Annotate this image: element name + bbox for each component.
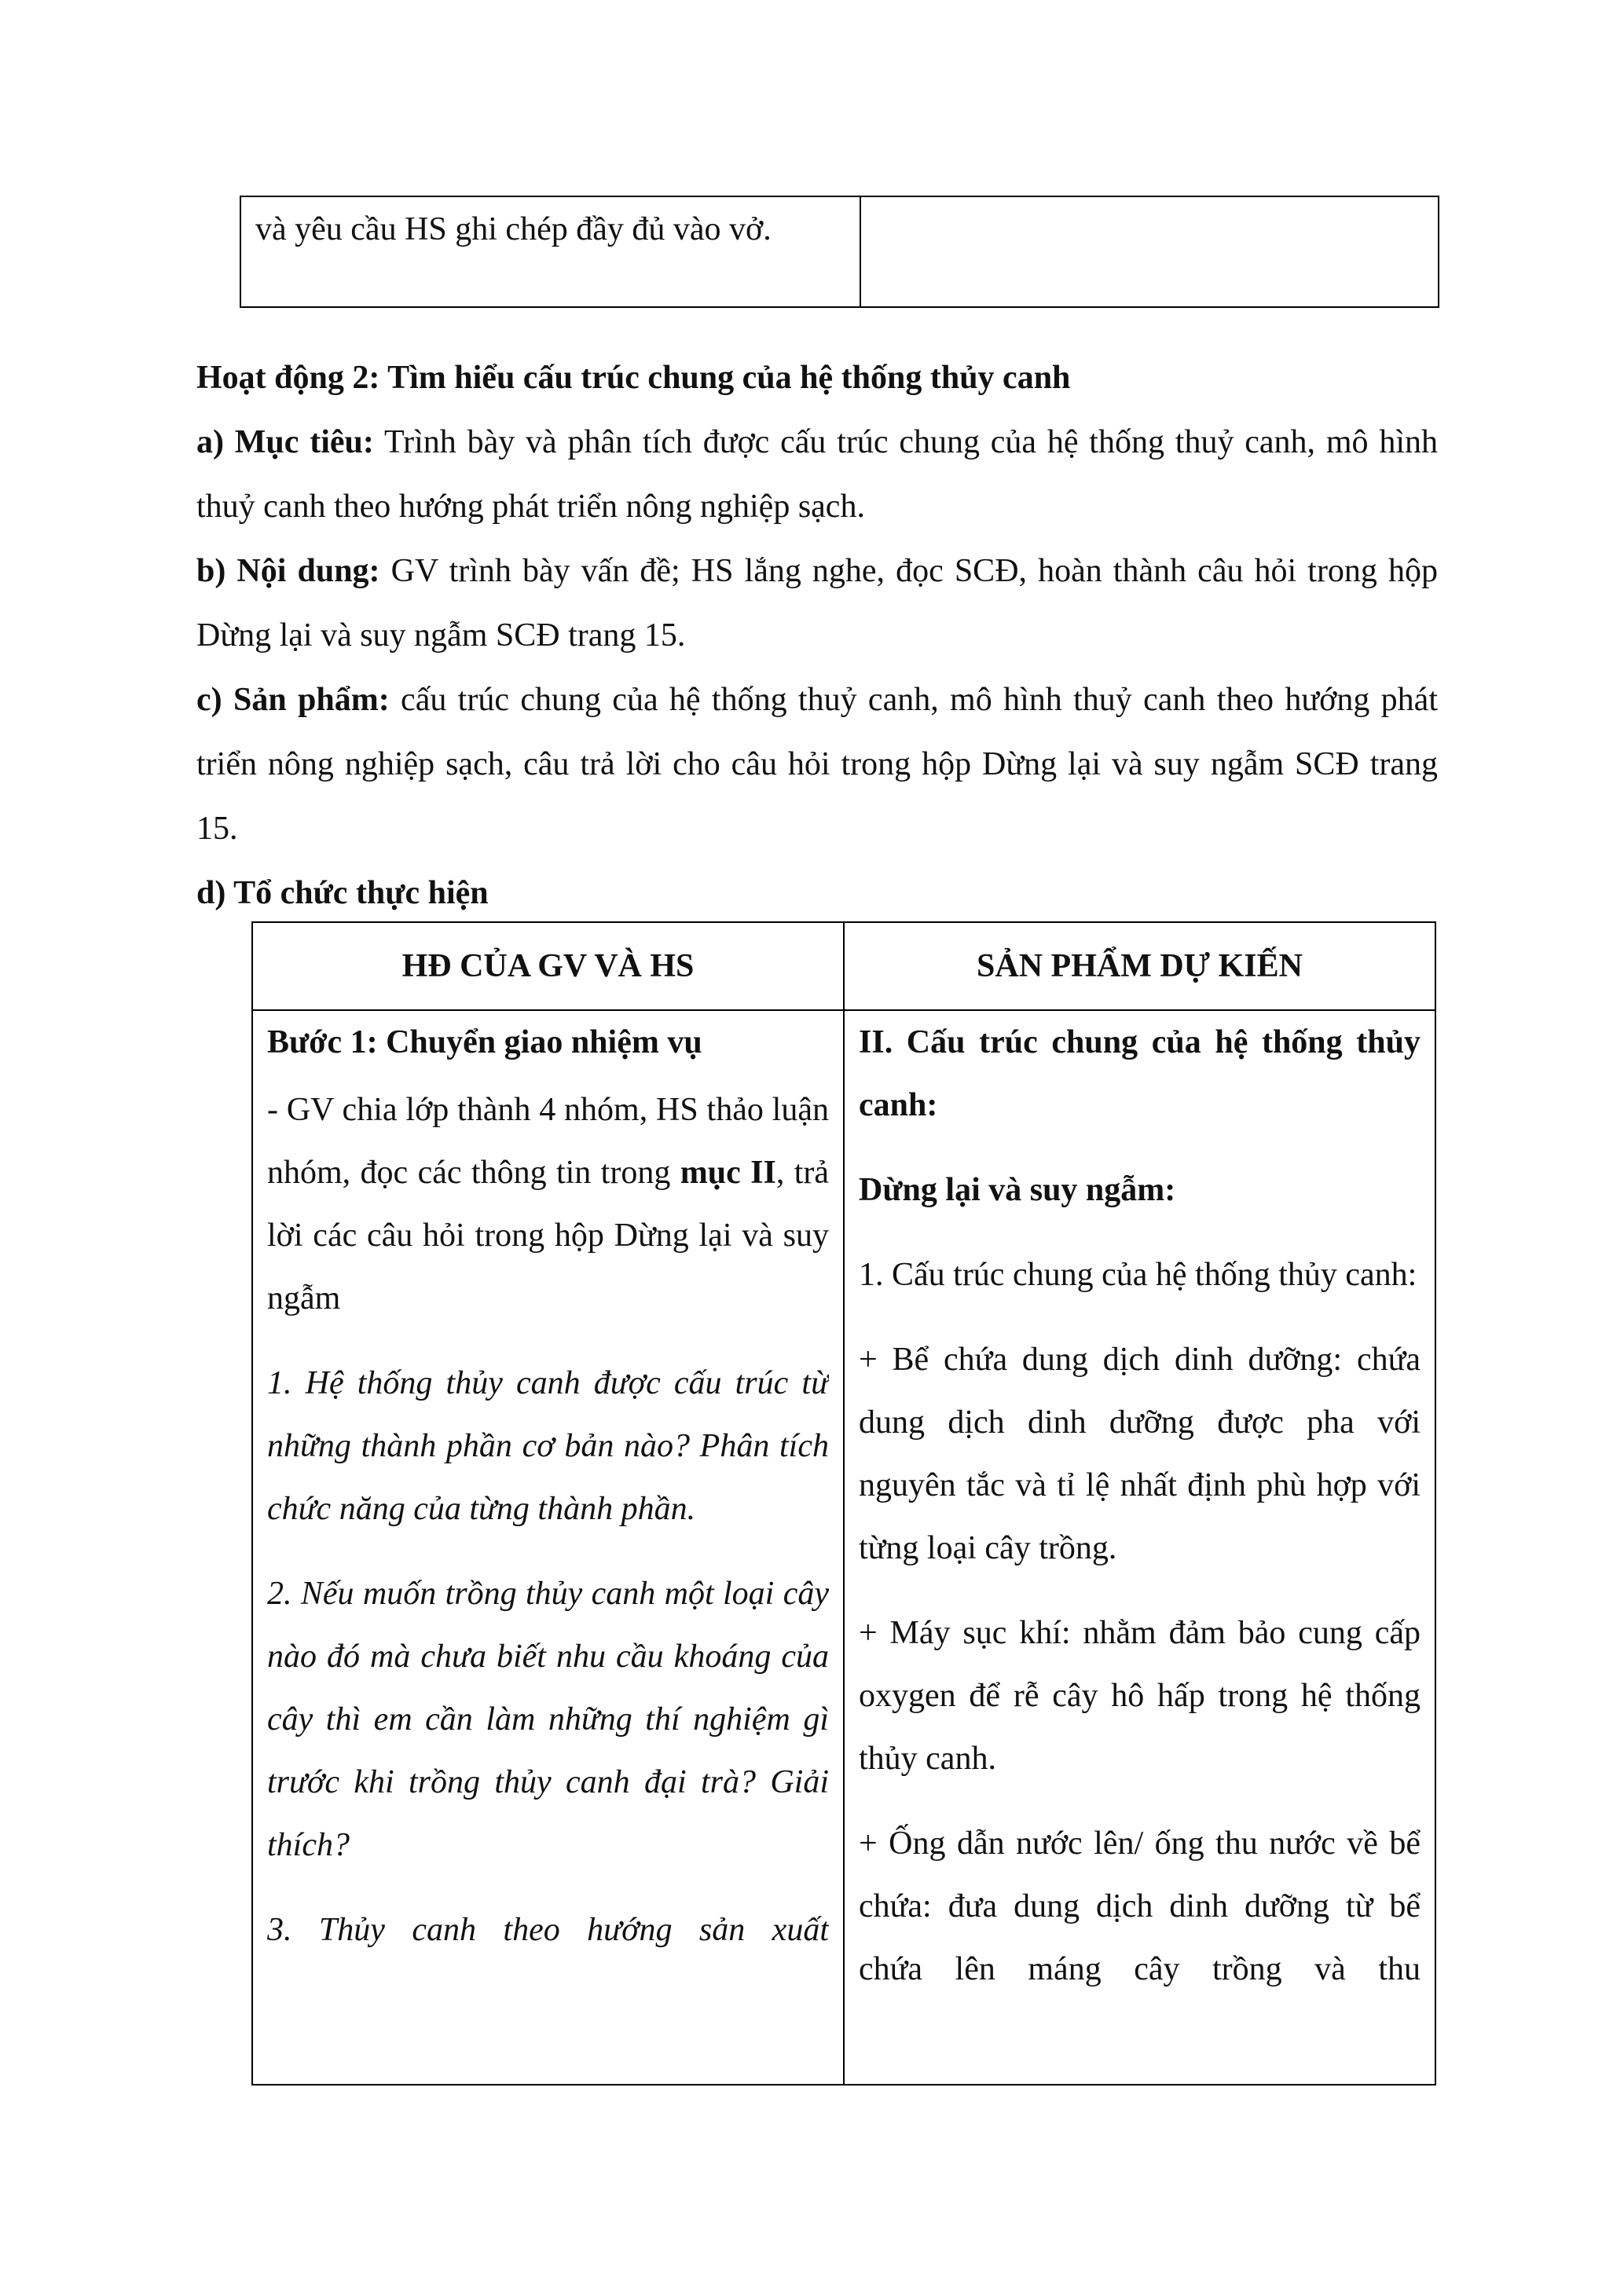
product-point-3: + Máy sục khí: nhằm đảm bảo cung cấp oxygen để rễ cây hô hấp trong hệ thống thủy canh. bbox=[859, 1615, 1421, 1777]
product-paragraph bbox=[196, 668, 1438, 861]
product-subtitle bbox=[859, 1159, 1421, 1221]
task-intro-a: - GV chia lớp thành 4 nhóm, HS thảo luận nhóm, đọc các thông tin trong bbox=[267, 1092, 829, 1191]
activity-heading bbox=[196, 346, 1438, 410]
product-title-text: II. Cấu trúc chung của hệ thống thủy canh: bbox=[859, 1024, 1421, 1123]
activity-section bbox=[196, 346, 1438, 925]
question-1: 1. Hệ thống thủy canh được cấu trúc từ những thành phần cơ bản nào? Phân tích chức năng của từng thành phần. bbox=[267, 1365, 829, 1527]
table-row bbox=[240, 196, 1439, 307]
header-expected-product: SẢN PHẨM DỰ KIẾN bbox=[844, 922, 1435, 1010]
content-label: b) Nội dung: bbox=[196, 553, 380, 589]
product-subtitle-text: Dừng lại và suy ngẫm: bbox=[859, 1172, 1176, 1208]
table-row bbox=[252, 1010, 1435, 2085]
objective-label: a) Mục tiêu: bbox=[196, 424, 374, 460]
continuation-table bbox=[240, 196, 1439, 308]
task-intro-b: , trả lời các câu hỏi trong hộp Dừng lại và suy ngẫm bbox=[267, 1155, 829, 1316]
activity-heading-text: Hoạt động 2: Tìm hiểu cấu trúc chung của hệ thống thủy canh bbox=[196, 360, 1071, 396]
expected-product-content bbox=[859, 1011, 1421, 2084]
task-intro bbox=[267, 1078, 829, 1330]
step-heading-text: Bước 1: Chuyển giao nhiệm vụ bbox=[267, 1024, 702, 1060]
question-2: 2. Nếu muốn trồng thủy canh một loại cây nào đó mà chưa biết nhu cầu khoáng của cây thì em cần làm những thí nghiệm gì trước khi trồng thủy canh đại trà? Giải thích? bbox=[267, 1576, 829, 1863]
organization-paragraph bbox=[196, 861, 1438, 925]
product-point-4: + Ống dẫn nước lên/ ống thu nước về bể chứa: đưa dung dịch dinh dưỡng từ bể chứa lên máng cây trồng và thu bbox=[859, 1825, 1421, 1987]
header-teacher-student: HĐ CỦA GV VÀ HS bbox=[252, 922, 844, 1010]
question-3: 3. Thủy canh theo hướng sản xuất bbox=[267, 1912, 829, 1948]
expected-product-cell bbox=[844, 1010, 1435, 2085]
product-text: cấu trúc chung của hệ thống thuỷ canh, mô hình thuỷ canh theo hướng phát triển nông nghiệp sạch, câu trả lời cho câu hỏi trong hộp Dừng lại và suy ngẫm SCĐ trang 15. bbox=[196, 682, 1438, 847]
product-point-1: 1. Cấu trúc chung của hệ thống thủy canh: bbox=[859, 1257, 1417, 1293]
activity-table bbox=[251, 921, 1436, 2085]
objective-paragraph bbox=[196, 410, 1438, 539]
organization-label: d) Tổ chức thực hiện bbox=[196, 875, 489, 911]
task-intro-bold: mục II bbox=[680, 1155, 776, 1191]
teacher-student-cell bbox=[252, 1010, 844, 2085]
continuation-cell-left: và yêu cầu HS ghi chép đầy đủ vào vở. bbox=[240, 196, 860, 307]
continuation-cell-right bbox=[860, 196, 1439, 307]
product-point-2: + Bể chứa dung dịch dinh dưỡng: chứa dung dịch dinh dưỡng được pha với nguyên tắc và tỉ lệ nhất định phù hợp với từng loại cây trồng. bbox=[859, 1342, 1421, 1566]
product-label: c) Sản phẩm: bbox=[196, 682, 390, 718]
table-header-row bbox=[252, 922, 1435, 1010]
step-heading bbox=[267, 1011, 829, 1074]
product-title bbox=[859, 1011, 1421, 1137]
objective-text: Trình bày và phân tích được cấu trúc chung của hệ thống thuỷ canh, mô hình thuỷ canh theo hướng phát triển nông nghiệp sạch. bbox=[196, 424, 1438, 525]
teacher-student-content bbox=[267, 1011, 829, 2084]
content-paragraph bbox=[196, 539, 1438, 668]
content-text: GV trình bày vấn đề; HS lắng nghe, đọc SCĐ, hoàn thành câu hỏi trong hộp Dừng lại và suy ngẫm SCĐ trang 15. bbox=[196, 553, 1438, 654]
